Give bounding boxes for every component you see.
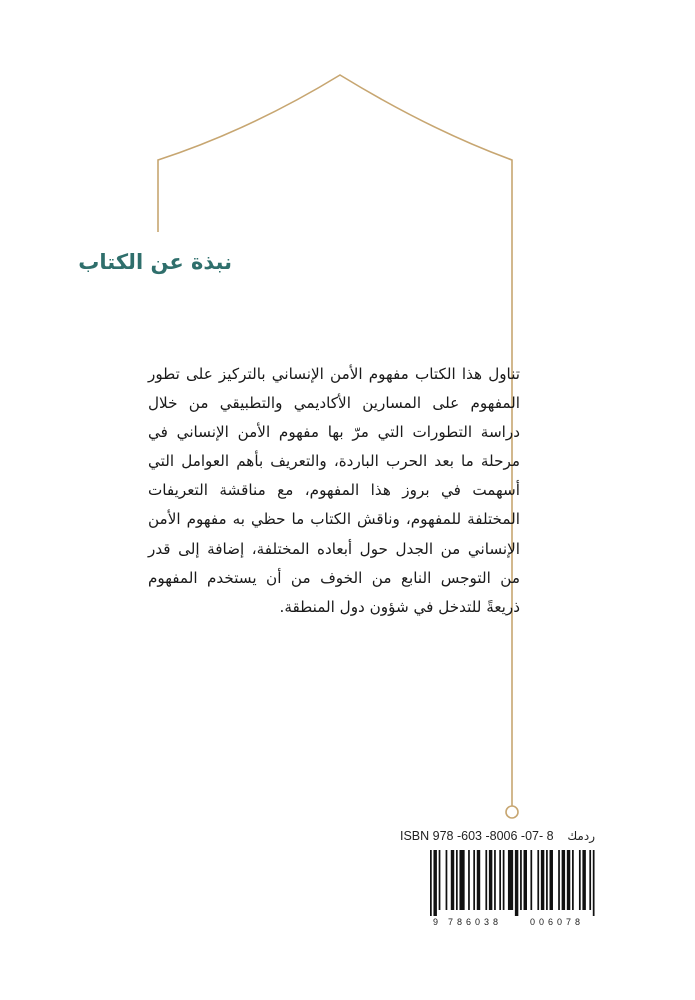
barcode-bar — [446, 850, 448, 910]
barcode-bar — [508, 850, 513, 910]
barcode — [430, 850, 600, 920]
barcode-bar — [503, 850, 505, 910]
barcode-bar — [579, 850, 581, 910]
barcode-bar — [456, 850, 458, 910]
barcode-bar — [589, 850, 591, 910]
isbn-arabic-label: ردمك — [567, 829, 595, 843]
barcode-digits-right: 006078 — [530, 917, 585, 927]
barcode-bar — [499, 850, 501, 910]
barcode-bar — [582, 850, 585, 910]
barcode-digit-first: 9 — [433, 917, 439, 927]
barcode-digits-left: 786038 — [448, 917, 503, 927]
barcode-bar — [537, 850, 539, 910]
barcode-bar — [572, 850, 574, 910]
barcode-bar — [494, 850, 496, 910]
isbn-number: ISBN 978 -603 -8006 -07- 8 — [400, 829, 554, 843]
barcode-bar — [439, 850, 441, 910]
barcode-bar — [546, 850, 548, 910]
barcode-bar — [524, 850, 527, 910]
arch-end-circle — [506, 806, 518, 818]
barcode-bar — [515, 850, 518, 916]
barcode-bar — [562, 850, 565, 910]
barcode-bar — [459, 850, 464, 910]
barcode-bar — [530, 850, 532, 910]
barcode-bar — [520, 850, 522, 910]
isbn-line — [400, 829, 595, 843]
barcode-bar — [489, 850, 492, 910]
barcode-bar — [558, 850, 560, 910]
barcode-bar — [473, 850, 475, 910]
barcode-bar — [541, 850, 544, 910]
barcode-bar — [451, 850, 454, 910]
book-description: تناول هذا الكتاب مفهوم الأمن الإنساني بالتركيز على تطور المفهوم على المسارين الأكاديمي والتطبيقي من خلال دراسة التطورات التي مرّ بها مفهوم الأمن الإنساني في مرحلة ما بعد الحرب الباردة، والتعريف بأهم العوامل التي أسهمت في بروز هذا المفهوم، مع مناقشة التعريفات المختلفة للمفهوم، وناقش الكتاب ما حظي به مفهوم الأمن الإنساني من الجدل حول أبعاده المختلفة، إضافة إلى قدر من التوجس النابع من الخوف من أن يستخدم المفهوم ذريعةً للتدخل في شؤون دول المنطقة. — [148, 365, 520, 616]
barcode-bar — [567, 850, 570, 910]
barcode-bar — [550, 850, 553, 910]
section-heading: نبذة عن الكتاب — [78, 250, 232, 274]
barcode-bar — [433, 850, 436, 916]
barcode-bar — [468, 850, 470, 910]
barcode-bar — [430, 850, 432, 916]
barcode-bar — [593, 850, 595, 916]
barcode-bar — [477, 850, 480, 910]
barcode-bar — [485, 850, 487, 910]
